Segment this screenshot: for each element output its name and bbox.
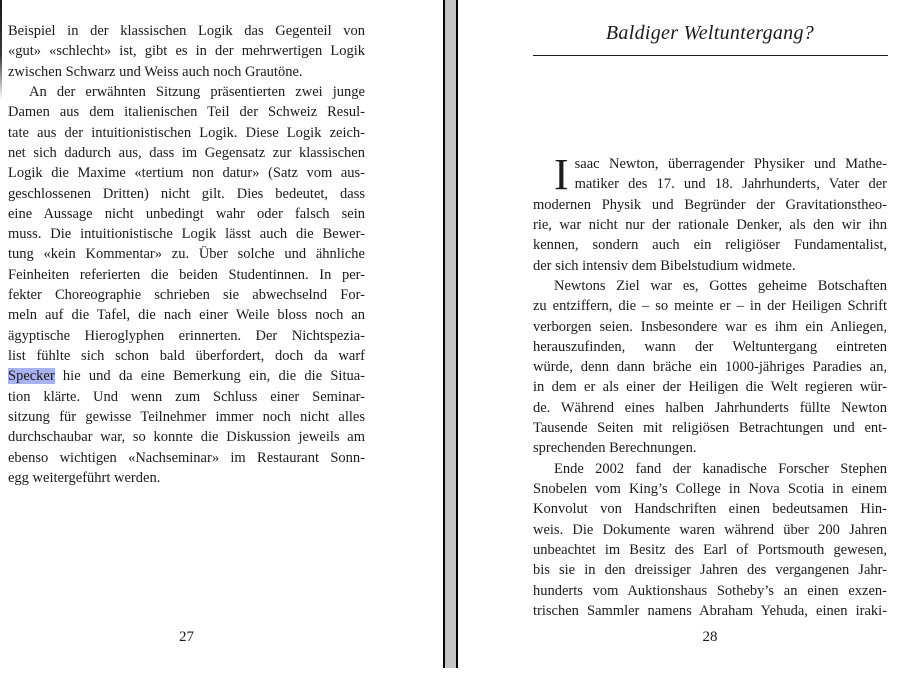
text-line: sprechenden Berechnungen. — [533, 440, 697, 457]
text-line: Specker hie und da eine Bemerkung ein, die die Situa- — [8, 368, 365, 385]
text-line: in dem er als einer der Heiligen die Welt regieren wür- — [533, 379, 887, 396]
text-line: eine Aussage nicht unbedingt wahr oder falsch sein — [8, 205, 365, 222]
text-line: matiker des 17. und 18. Jahrhunderts, Vater der — [574, 176, 887, 193]
right-page-text[interactable] — [533, 150, 887, 621]
right-page-number: 28 — [702, 629, 718, 645]
text-line: Snobelen vom King’s College in Nova Scotia in einem — [533, 481, 887, 497]
text-line: unbeachtet im Besitz des Earl of Portsmouth gewesen, — [533, 541, 887, 558]
text-line: tung «kein Kommentar» zu. Über solche und ähnliche — [8, 246, 365, 263]
text-line: Newtons Ziel war es, Gottes geheime Botschaften — [554, 277, 887, 294]
text-line: geschlossenen Dritten) nicht gilt. Dies bedeutet, dass — [8, 185, 365, 202]
text-line: bis sie in den dreissiger Jahren des vergangenen Jahr- — [533, 562, 887, 579]
text-line: tate aus der intuitionistischen Logik. Diese Logik zeich- — [8, 124, 365, 141]
text-line: verborgen seien. Insbesondere war es ihm ein Anliegen, — [533, 318, 887, 335]
text-line: Damen aus dem italienischen Teil der Schweiz Resul- — [8, 104, 365, 121]
text-line: der sich intensiv dem Bibelstudium widmete. — [533, 257, 796, 274]
text-line: zu entziffern, die – so meinte er – in der Heiligen Schrift — [533, 298, 887, 315]
text-line: saac Newton, überragender Physiker und Mathe- — [574, 156, 887, 172]
drop-cap: I — [554, 150, 569, 199]
text-line: sitzung für gewisse Teilnehmer immer noch nicht alles — [8, 408, 365, 425]
text-line: Tausende Seiten mit religiösen Betrachtungen und ent- — [533, 420, 887, 437]
text-line: ebenso wichtigen «Nachseminar» im Restaurant Sonn- — [8, 449, 365, 466]
text-line: weis. Die Dokumente waren während über 200 Jahren — [533, 521, 887, 538]
text-line: list fühlte sich schon bald überfordert, doch da warf — [8, 348, 365, 364]
text-line: fekter Choreographie schrieben sie abwechselnd For- — [8, 287, 365, 304]
text-line: rie, war nicht nur der rationale Denker, als den wir ihn — [533, 216, 887, 233]
text-line: Logik die Maxime «tertium non datur» (Satz vom aus- — [8, 165, 365, 182]
left-page-text[interactable] — [8, 21, 365, 488]
page-edge-artifact — [0, 0, 2, 100]
text-line: herauszufinden, wann der Weltuntergang eintreten — [533, 338, 887, 355]
text-line: Beispiel in der klassischen Logik das Gegenteil von — [8, 23, 365, 39]
text-line: egg weitergeführt werden. — [8, 469, 161, 486]
text-line: Konvolut von Handschriften einen bedeutsamen Hin- — [533, 501, 887, 518]
text-line: meln auf die Tafel, die nach einer Weile bloss noch an — [8, 307, 365, 324]
text-line: kennen, sondern auch ein religiöser Fundamentalist, — [533, 237, 887, 254]
text-line: net sich dadurch aus, dass im Gegensatz zur klassischen — [8, 144, 365, 161]
page-gutter-divider — [443, 0, 458, 668]
text-line: durchschaubar war, so konnte die Diskussion jeweils am — [8, 429, 365, 446]
header-rule — [533, 55, 888, 56]
text-line: zwischen Schwarz und Weiss auch noch Grautöne. — [8, 63, 303, 80]
text-line: Feinheiten referierten die beiden Studentinnen. In per- — [8, 266, 365, 283]
text-line: An der erwähnten Sitzung präsentierten zwei junge — [29, 83, 365, 100]
text-line: trischen Sammler namens Abraham Yehuda, einen iraki- — [533, 602, 887, 619]
running-header: Baldiger Weltuntergang? — [605, 22, 815, 44]
left-page-number: 27 — [179, 629, 194, 645]
text-line: «gut» «schlecht» ist, gibt es in der mehrwertigen Logik — [8, 43, 365, 60]
text-line: muss. Die intuitionistische Logik lässt auch die Bewer- — [8, 226, 365, 243]
text-line: hunderts vom Auktionshaus Sotheby’s an einen exzen- — [533, 582, 887, 599]
text-line: modernen Physik und Begründer der Gravitationstheo- — [533, 196, 887, 213]
text-line: Ende 2002 fand der kanadische Forscher Stephen — [554, 460, 887, 477]
text-line: tion klärte. Und wenn zum Schluss einer Seminar- — [8, 388, 365, 405]
highlighted-word: Specker — [8, 368, 55, 385]
text-line: de. Während eines halben Jahrhunderts füllte Newton — [533, 399, 887, 416]
text-line: würde, denn dann bräche ein 1000-jähriges Paradies an, — [533, 359, 887, 376]
text-line: ägyptische Hieroglyphen erinnerten. Der Nichtspezia- — [8, 327, 365, 344]
